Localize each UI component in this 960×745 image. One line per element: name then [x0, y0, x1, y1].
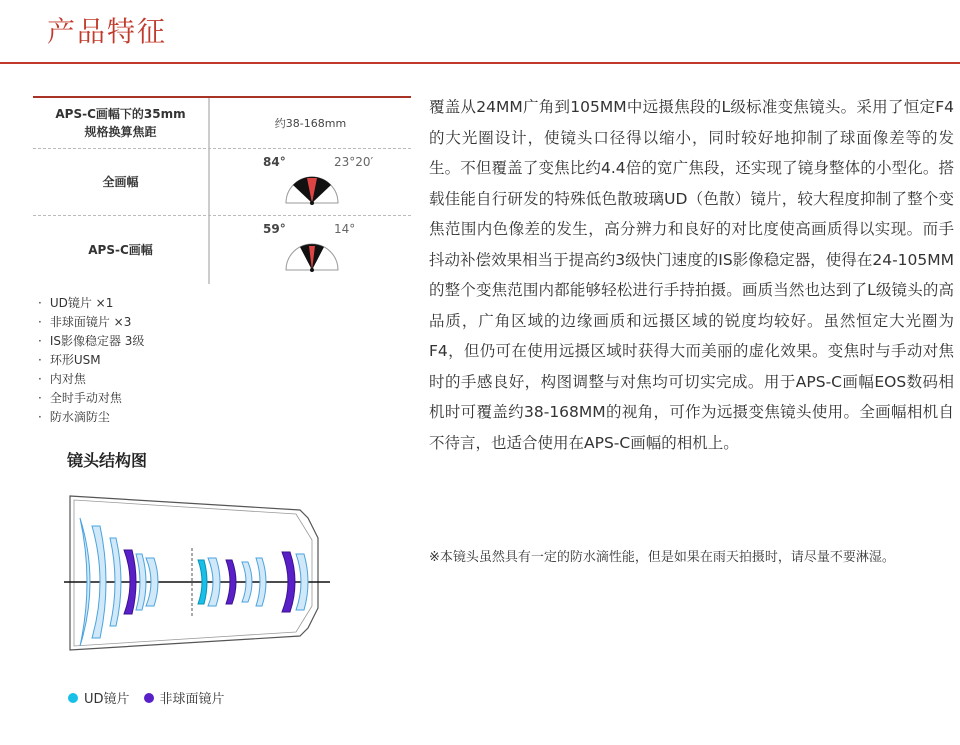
waterproof-note: ※本镜头虽然具有一定的防水滴性能，但是如果在雨天拍摄时，请尽量不要淋湿。	[429, 550, 895, 565]
ud-lens-dot-icon	[68, 693, 78, 703]
feature-item: · UD镜片 ×1	[38, 294, 144, 313]
feature-item: · IS影像稳定器 3级	[38, 332, 144, 351]
aspherical-lens-dot-icon	[144, 693, 154, 703]
feature-list	[38, 294, 144, 427]
lens-structure-diagram	[60, 478, 350, 668]
page-header	[0, 0, 960, 64]
feature-item: · 环形USM	[38, 351, 144, 370]
spec-row-apsc	[33, 216, 411, 284]
feature-item: · 全时手动对焦	[38, 389, 144, 408]
lens-legend	[68, 688, 225, 707]
feature-item: · 非球面镜片 ×3	[38, 313, 144, 332]
legend-ud-label: UD镜片	[84, 692, 130, 707]
angle-cell	[210, 149, 411, 215]
angle-wide: 59°	[263, 222, 286, 236]
lens-structure-title: 镜头结构图	[67, 451, 148, 470]
spec-row-focal	[33, 98, 411, 149]
spec-table	[33, 96, 411, 284]
angle-wide: 84°	[263, 155, 286, 169]
angle-tele: 14°	[334, 222, 356, 236]
spec-label: APS-C画幅	[33, 216, 210, 284]
spec-label: APS-C画幅下的35mm 规格换算焦距	[33, 98, 210, 148]
spec-label: 全画幅	[33, 149, 210, 215]
feature-item: · 内对焦	[38, 370, 144, 389]
legend-aspherical-label: 非球面镜片	[159, 692, 225, 707]
description-text: 覆盖从24MM广角到105MM中远摄焦段的L级标准变焦镜头。采用了恒定F4的大光圈设计，使镜头口径得以缩小，同时较好地抑制了球面像差等的发生。不但覆盖了变焦比约4.4倍的宽广焦段，还实现了镜身整体的小型化。搭载佳能自行研发的特殊低色散玻璃UD（色散）镜片，较大程度抑制了整个变焦范围内色像差的发生，高分辨力和良好的对比度使高画质得以实现。而手抖动补偿效果相当于提高约3级快门速度的IS影像稳定器，使得在24-105MM的整个变焦范围内都能够轻松进行手持拍摄。画质当然也达到了L级镜头的高品质，广角区域的边缘画质和远摄区域的锐度均较好。虽然恒定大光圈为F4，但仍可在使用远摄区域时获得大而美丽的虚化效果。变焦时与手动对焦时的手感良好，构图调整与对焦均可切实完成。用于APS-C画幅EOS数码相机时可覆盖约38-168MM的视角，可作为远摄变焦镜头使用。全画幅相机自不待言，也适合使用在APS-C画幅的相机上。	[429, 98, 954, 452]
angle-of-view-icon	[282, 163, 342, 209]
page-title: 产品特征	[47, 15, 168, 48]
angle-tele: 23°20′	[334, 155, 374, 169]
feature-item: · 防水滴防尘	[38, 408, 144, 427]
spec-value: 约38-168mm	[274, 117, 347, 130]
angle-cell	[210, 216, 411, 284]
angle-of-view-icon	[282, 230, 342, 276]
spec-row-fullframe	[33, 149, 411, 216]
